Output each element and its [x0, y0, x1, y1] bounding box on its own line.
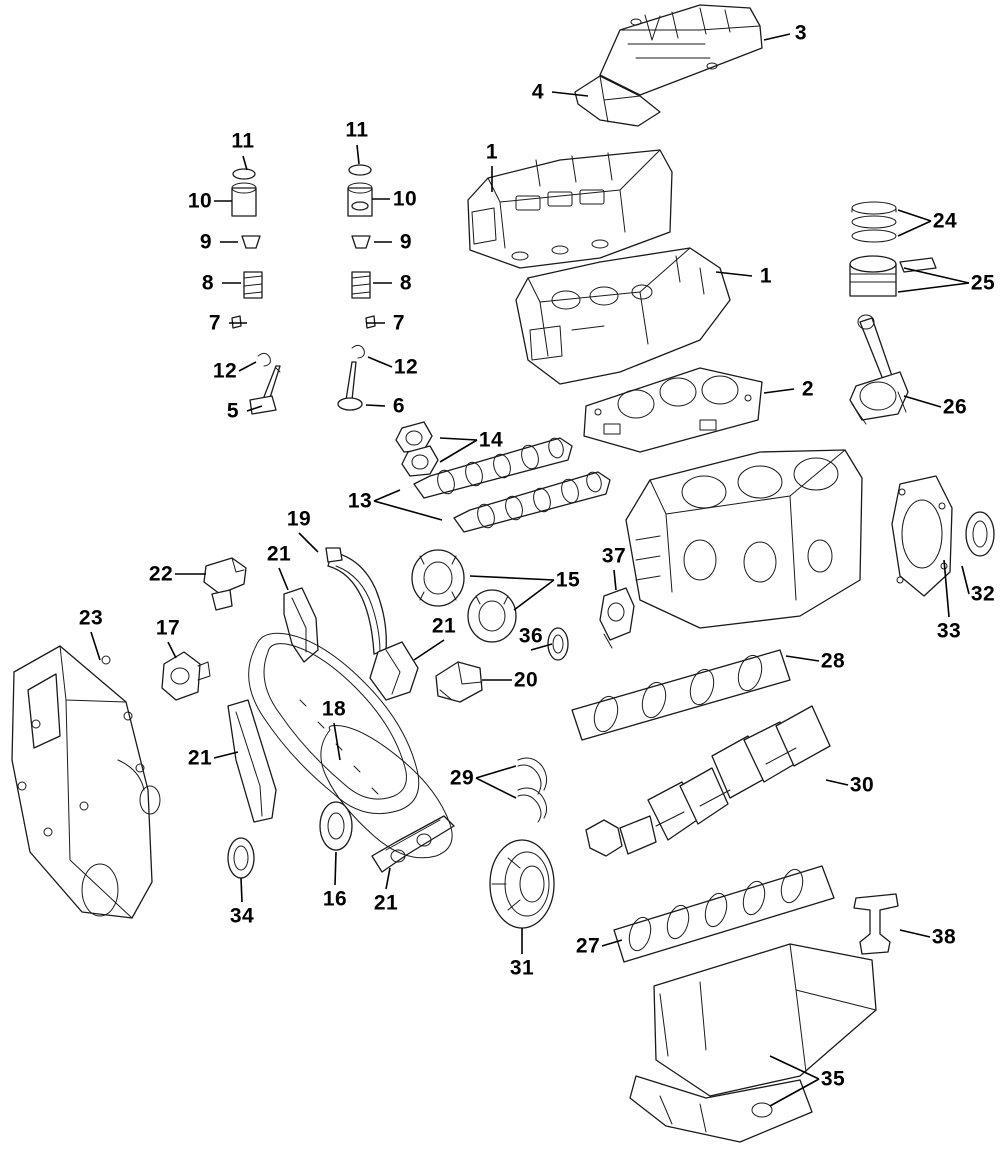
callout-label-6: 6 — [392, 394, 406, 418]
callout-label-1b: 1 — [759, 264, 773, 288]
part-camshaft-gear-15b — [468, 590, 516, 642]
callout-label-17: 17 — [155, 616, 181, 640]
part-chain-guide-21c — [228, 700, 276, 822]
part-exhaust-valve-6 — [338, 362, 362, 410]
part-vvt-actuator-17 — [162, 652, 210, 700]
callout-label-5: 5 — [226, 399, 240, 423]
callout-label-14: 14 — [478, 428, 504, 452]
part-rear-seal-retainer-33 — [892, 476, 952, 596]
part-valve-spring-8 — [244, 272, 370, 298]
part-camshaft-cover-3 — [600, 5, 762, 95]
callout-label-21c: 21 — [187, 746, 213, 770]
callout-label-20: 20 — [513, 668, 539, 692]
callout-label-30: 30 — [849, 773, 875, 797]
callout-label-21d: 21 — [373, 891, 399, 915]
part-thrust-washer-29 — [518, 758, 547, 822]
callout-label-33: 33 — [936, 619, 962, 643]
part-crankshaft-sprocket-16 — [320, 802, 352, 850]
callout-label-9b: 9 — [399, 230, 413, 254]
callout-label-4: 4 — [531, 80, 545, 104]
part-cylinder-head-right-1 — [516, 248, 730, 384]
callout-label-25: 25 — [970, 271, 996, 295]
part-connecting-rod-26 — [850, 315, 908, 424]
callout-label-21b: 21 — [431, 614, 457, 638]
callout-label-26: 26 — [942, 395, 968, 419]
part-piston-25 — [850, 256, 936, 296]
callout-label-2: 2 — [801, 377, 815, 401]
callout-label-38: 38 — [931, 925, 957, 949]
part-cylinder-block — [626, 450, 862, 628]
callout-label-8b: 8 — [399, 271, 413, 295]
callout-label-35: 35 — [820, 1067, 846, 1091]
part-crankshaft-pulley-31 — [490, 840, 554, 928]
callout-label-7: 7 — [208, 311, 222, 335]
callout-label-9: 9 — [199, 230, 213, 254]
callout-label-11b: 11 — [345, 118, 369, 142]
part-chain-tensioner-20 — [436, 662, 482, 702]
part-head-gasket-2 — [584, 368, 762, 452]
callout-label-10b: 10 — [392, 187, 418, 211]
part-rear-oil-seal-32 — [966, 512, 994, 556]
callout-label-1: 1 — [485, 140, 499, 164]
callout-label-24: 24 — [932, 209, 958, 233]
part-valve-shim-11 — [233, 165, 371, 179]
part-chain-guide-21a — [284, 588, 318, 662]
part-camshaft-gear-15a — [412, 550, 464, 606]
callout-label-7b: 7 — [392, 311, 406, 335]
callout-label-15: 15 — [555, 568, 581, 592]
part-main-bearing-upper-28 — [572, 650, 790, 740]
callout-label-37: 37 — [601, 544, 627, 568]
callout-label-12: 12 — [212, 359, 238, 383]
part-camshaft-bearing-cap-14 — [396, 422, 438, 476]
callout-label-3: 3 — [794, 21, 808, 45]
callout-label-11: 11 — [231, 129, 255, 153]
callout-label-19: 19 — [286, 507, 312, 531]
callout-label-29: 29 — [449, 766, 475, 790]
part-chain-guide-19 — [326, 548, 386, 654]
part-oil-seal-34 — [228, 838, 254, 878]
part-piston-rings-24 — [852, 202, 896, 242]
callout-label-32: 32 — [970, 582, 996, 606]
part-oil-pickup-38 — [854, 894, 898, 954]
callout-label-27: 27 — [575, 934, 601, 958]
callout-label-16: 16 — [322, 887, 348, 911]
callout-label-12b: 12 — [393, 355, 419, 379]
callout-label-31: 31 — [509, 956, 535, 980]
callout-label-22: 22 — [148, 562, 174, 586]
part-oil-pan-35 — [630, 944, 876, 1142]
callout-label-18: 18 — [321, 697, 347, 721]
callout-label-10: 10 — [187, 189, 213, 213]
callout-label-8: 8 — [201, 271, 215, 295]
callout-label-28: 28 — [820, 649, 846, 673]
part-sensor-bracket-37 — [600, 588, 634, 648]
part-cylinder-head-left-1 — [468, 150, 672, 268]
part-control-valve-22 — [204, 558, 246, 610]
part-valve-stem-seal-12 — [258, 345, 364, 366]
part-timing-cover-23 — [12, 646, 160, 918]
callout-label-13: 13 — [347, 489, 373, 513]
callout-label-34: 34 — [229, 904, 255, 928]
part-spring-seat-9 — [242, 236, 370, 248]
part-intake-valve-5 — [250, 366, 280, 414]
part-valve-lifter-10 — [232, 183, 372, 216]
callout-label-36: 36 — [518, 624, 544, 648]
part-valve-keeper-7 — [232, 316, 375, 328]
callout-label-23: 23 — [78, 606, 104, 630]
callout-label-21: 21 — [266, 542, 292, 566]
